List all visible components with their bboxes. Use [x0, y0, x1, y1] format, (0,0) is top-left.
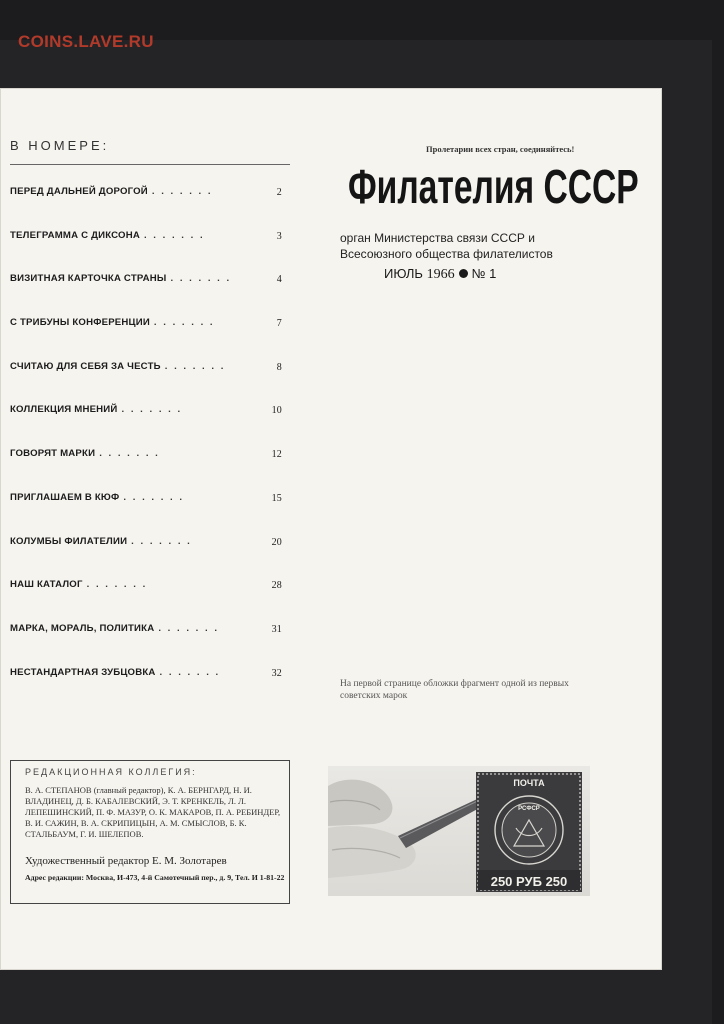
- contents-leader-dots: . . . . . . .: [158, 622, 219, 634]
- tweezers-highlight: [400, 797, 486, 838]
- contents-item-page: 4: [276, 274, 282, 286]
- contents-item-title: ВИЗИТНАЯ КАРТОЧКА СТРАНЫ: [10, 273, 167, 285]
- contents-leader-dots: . . . . . . .: [86, 579, 148, 591]
- contents-leader-dots: . . . . . . .: [99, 448, 160, 460]
- contents-item-title: СЧИТАЮ ДЛЯ СЕБЯ ЗА ЧЕСТЬ: [10, 360, 161, 372]
- contents-leader-dots: . . . . . . .: [159, 666, 221, 678]
- contents-item: [10, 448, 282, 492]
- contents-item: [10, 667, 282, 711]
- thumb-shape: [328, 826, 416, 878]
- contents-item-title: НЕСТАНДАРТНАЯ ЗУБЦОВКА: [10, 666, 156, 678]
- magazine-page: [0, 88, 662, 970]
- contents-item-title: НАШ КАТАЛОГ: [10, 579, 83, 591]
- bullet-icon: [459, 269, 468, 278]
- contents-item: [10, 273, 282, 317]
- magazine-subtitle: орган Министерства связи СССР и Всесоюзного общества филателистов: [340, 231, 553, 261]
- stamp-country: РСФСР: [518, 806, 540, 812]
- contents-item-title: МАРКА, МОРАЛЬ, ПОЛИТИКА: [10, 622, 155, 634]
- editorial-board-title: РЕДАКЦИОННАЯ КОЛЛЕГИЯ:: [25, 767, 197, 777]
- magazine-title: Филателия СССР: [348, 161, 639, 214]
- finger-shape: [328, 780, 392, 826]
- cover-note: На первой странице обложки фрагмент одной из первых советских марок: [340, 679, 569, 701]
- contents-item: [10, 186, 282, 230]
- issue-number: № 1: [471, 266, 497, 281]
- contents-item-title: ПРИГЛАШАЕМ В КЮФ: [10, 491, 120, 503]
- stamp-photo-illustration: [328, 766, 590, 896]
- editorial-board-box: [10, 760, 290, 904]
- contents-item-page: 2: [276, 187, 282, 198]
- contents-leader-dots: . . . . . . .: [153, 317, 215, 329]
- contents-item-title: КОЛЛЕКЦИЯ МНЕНИЙ: [10, 404, 118, 416]
- contents-item-title: КОЛУМБЫ ФИЛАТЕЛИИ: [10, 535, 128, 547]
- contents-leader-dots: . . . . . . .: [131, 535, 192, 547]
- contents-item: [10, 361, 282, 405]
- art-editor: Художественный редактор Е. М. Золотарев: [25, 855, 227, 867]
- contents-item-page: 20: [271, 536, 282, 548]
- contents-item-page: 15: [271, 492, 282, 504]
- stamp-top-label: ПОЧТА: [513, 778, 545, 788]
- contents-item-title: ГОВОРЯТ МАРКИ: [10, 448, 96, 460]
- contents-item-page: 3: [276, 230, 282, 242]
- contents-item: [10, 492, 282, 536]
- contents-item: [10, 404, 282, 448]
- contents-item-page: 31: [271, 623, 282, 635]
- contents-list: [10, 186, 282, 710]
- contents-item-page: 32: [271, 667, 282, 679]
- contents-item-title: С ТРИБУНЫ КОНФЕРЕНЦИИ: [10, 317, 150, 329]
- contents-item-title: ТЕЛЕГРАММА С ДИКСОНА: [10, 229, 140, 241]
- contents-leader-dots: . . . . . . .: [151, 186, 213, 197]
- contents-item: [10, 230, 282, 274]
- contents-item-page: 12: [271, 449, 282, 461]
- issue-year: 1966: [426, 267, 455, 282]
- contents-item: [10, 536, 282, 580]
- contents-item-page: 10: [271, 405, 282, 417]
- contents-leader-dots: . . . . . . .: [170, 273, 232, 285]
- contents-item-page: 28: [271, 580, 282, 592]
- contents-leader-dots: . . . . . . .: [164, 360, 226, 372]
- slogan: Пролетарии всех стран, соединяйтесь!: [426, 144, 575, 154]
- contents-leader-dots: . . . . . . .: [121, 404, 183, 416]
- contents-leader-dots: . . . . . . .: [143, 229, 205, 241]
- contents-heading: В НОМЕРЕ:: [10, 138, 110, 153]
- contents-item: [10, 579, 282, 623]
- stamp-value: 250 РУБ 250: [490, 874, 568, 889]
- issue-line: [384, 266, 496, 283]
- contents-item: [10, 623, 282, 667]
- editorial-board-members: В. А. СТЕПАНОВ (главный редактор), К. А. БЕРНГАРД, Н. И. ВЛАДИНЕЦ, Д. Б. КАБАЛЕВСКИЙ, Э. Т. КРЕНКЕЛЬ, Л. Л. ЛЕПЕШИНСКИЙ, П. Ф. МАЗУР, О. К. МАКАРОВ, П. А. РЕБИНДЕР, В. И. САЖИН, В. А. СКРИПИЦЫН, А. М. СМЫСЛОВ, Б. К. СТАЛЬБАУМ, Г. И. ШЕЛЕПОВ.: [25, 785, 281, 839]
- editorial-address: Адрес редакции: Москва, И-473, 4-й Самотечный пер., д. 9, Тел. И 1-81-22: [25, 873, 285, 882]
- issue-month: ИЮЛЬ: [384, 266, 423, 281]
- contents-item: [10, 317, 282, 361]
- contents-item-page: 7: [276, 318, 282, 330]
- contents-item-page: 8: [276, 361, 282, 373]
- stamp-photo: [328, 766, 590, 896]
- contents-divider: [10, 164, 290, 165]
- contents-leader-dots: . . . . . . .: [123, 491, 185, 503]
- contents-item-title: ПЕРЕД ДАЛЬНЕЙ ДОРОГОЙ: [10, 186, 148, 197]
- watermark: COINS.LAVE.RU: [18, 32, 154, 51]
